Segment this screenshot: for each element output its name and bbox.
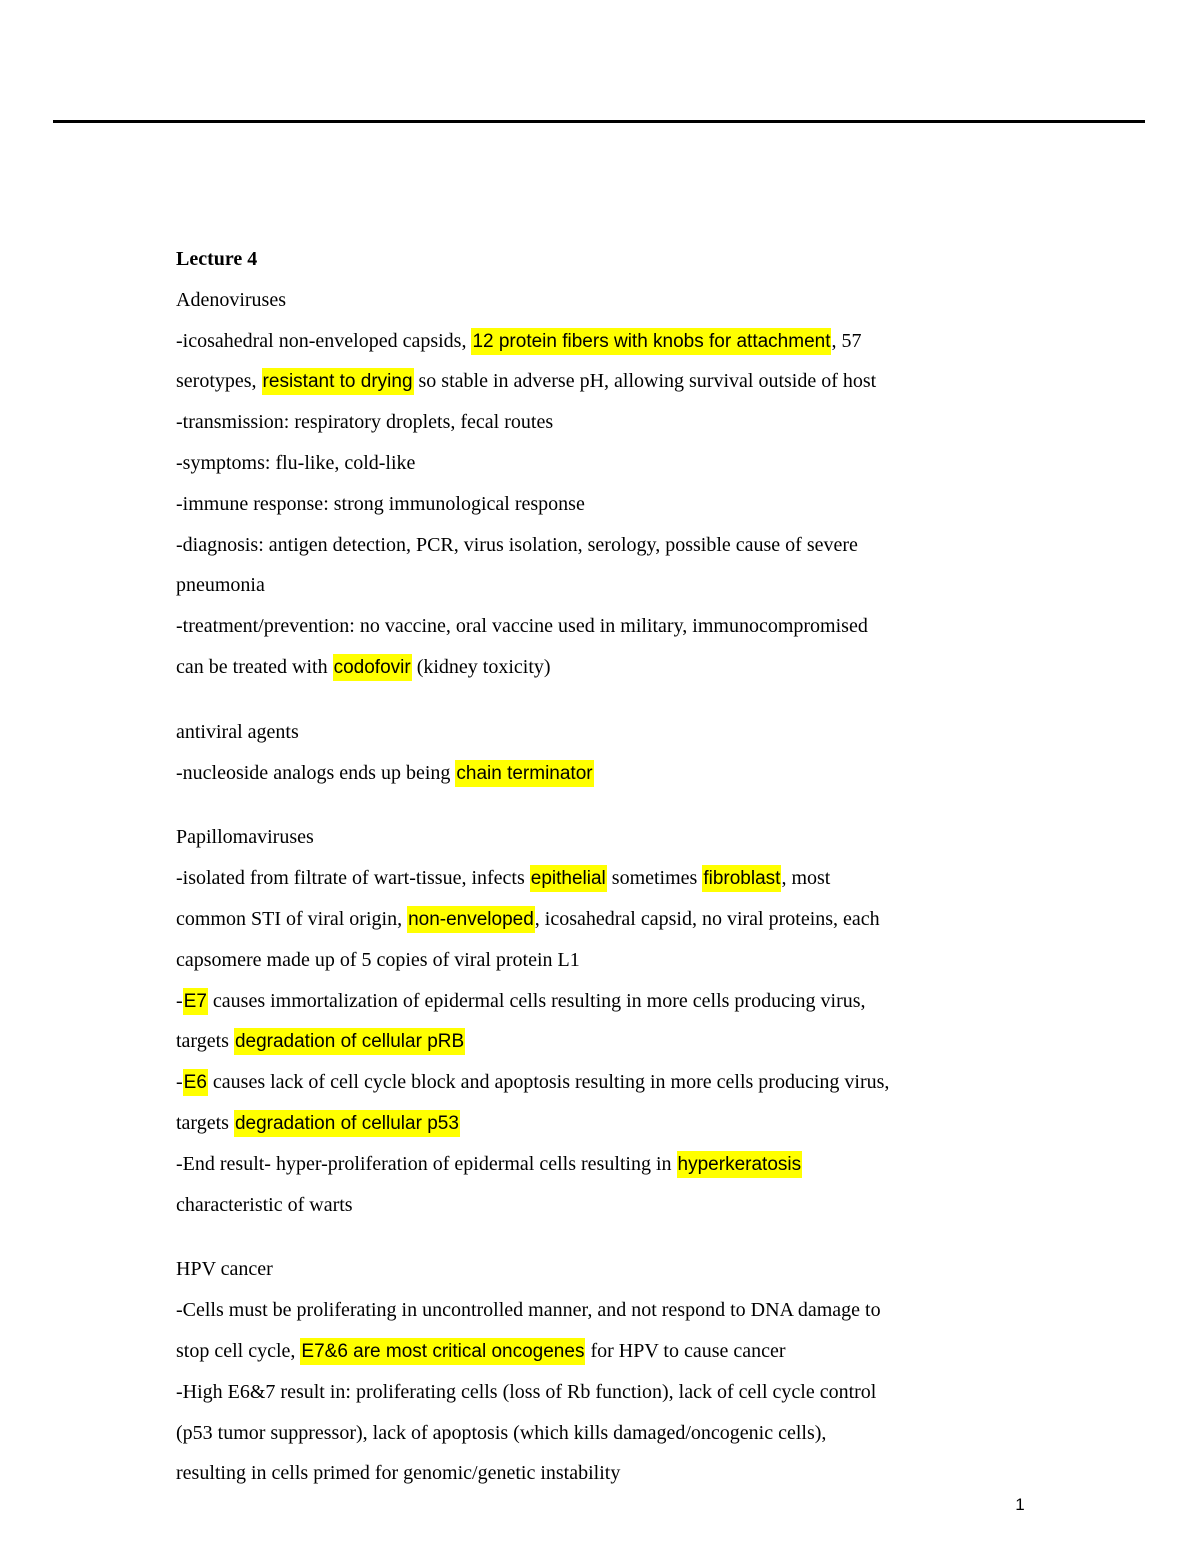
text-line: characteristic of warts xyxy=(176,1193,353,1216)
text-line: targets degradation of cellular pRB xyxy=(176,1021,1056,1062)
highlight: E6 xyxy=(183,1069,208,1096)
text-line: -nucleoside analogs ends up being chain terminator xyxy=(176,753,1056,794)
text-line: common STI of viral origin, non-enveloped, icosahedral capsid, no viral proteins, each xyxy=(176,899,1056,940)
highlight: resistant to drying xyxy=(262,368,414,395)
paragraph-gap xyxy=(176,793,1056,817)
text-line: -E6 causes lack of cell cycle block and apoptosis resulting in more cells producing virus, xyxy=(176,1062,1056,1103)
page-title: Lecture 4 xyxy=(176,248,258,270)
highlight: epithelial xyxy=(530,865,607,892)
section-heading-adenoviruses: Adenoviruses xyxy=(176,288,286,311)
highlight: E7&6 are most critical oncogenes xyxy=(300,1338,585,1365)
highlight: 12 protein fibers with knobs for attachment xyxy=(471,328,831,355)
highlight: codofovir xyxy=(333,654,412,681)
highlight: E7 xyxy=(183,988,208,1015)
text-line: -symptoms: flu-like, cold-like xyxy=(176,451,416,474)
text-line: resulting in cells primed for genomic/genetic instability xyxy=(176,1462,621,1485)
highlight: fibroblast xyxy=(702,865,781,892)
paragraph-gap xyxy=(176,688,1056,712)
text-line: -immune response: strong immunological response xyxy=(176,492,585,515)
header-rule xyxy=(53,120,1145,123)
text-line: -diagnosis: antigen detection, PCR, virus isolation, serology, possible cause of severe xyxy=(176,533,858,556)
text-line: -isolated from filtrate of wart-tissue, infects epithelial sometimes fibroblast, most xyxy=(176,858,1056,899)
highlight: non-enveloped xyxy=(407,906,535,933)
text-line: -E7 causes immortalization of epidermal cells resulting in more cells producing virus, xyxy=(176,981,1056,1022)
highlight: degradation of cellular pRB xyxy=(234,1028,465,1055)
page-number: 1 xyxy=(1015,1495,1025,1514)
text-line: can be treated with codofovir (kidney toxicity) xyxy=(176,647,1056,688)
highlight: hyperkeratosis xyxy=(677,1151,803,1178)
paragraph-gap xyxy=(176,1225,1056,1249)
text-line: -transmission: respiratory droplets, fecal routes xyxy=(176,411,554,434)
document-body xyxy=(176,239,1056,1494)
text-line: stop cell cycle, E7&6 are most critical oncogenes for HPV to cause cancer xyxy=(176,1331,1056,1372)
section-heading-hpv-cancer: HPV cancer xyxy=(176,1258,273,1281)
section-heading-papillomaviruses: Papillomaviruses xyxy=(176,826,314,849)
text-line: serotypes, resistant to drying so stable in adverse pH, allowing survival outside of host xyxy=(176,361,1056,402)
text-line: capsomere made up of 5 copies of viral protein L1 xyxy=(176,948,580,971)
text-line: pneumonia xyxy=(176,574,265,597)
highlight: chain terminator xyxy=(455,760,593,787)
text-line: -treatment/prevention: no vaccine, oral vaccine used in military, immunocompromised xyxy=(176,615,868,638)
text-line: -Cells must be proliferating in uncontrolled manner, and not respond to DNA damage to xyxy=(176,1299,881,1322)
text-line: (p53 tumor suppressor), lack of apoptosis (which kills damaged/oncogenic cells), xyxy=(176,1421,827,1444)
text-line: -icosahedral non-enveloped capsids, 12 protein fibers with knobs for attachment, 57 xyxy=(176,321,1056,362)
highlight: degradation of cellular p53 xyxy=(234,1110,460,1137)
text-line: -End result- hyper-proliferation of epidermal cells resulting in hyperkeratosis xyxy=(176,1144,1056,1185)
text-line: targets degradation of cellular p53 xyxy=(176,1103,1056,1144)
section-heading-antiviral: antiviral agents xyxy=(176,720,299,743)
text-line: -High E6&7 result in: proliferating cells (loss of Rb function), lack of cell cycle control xyxy=(176,1380,877,1403)
